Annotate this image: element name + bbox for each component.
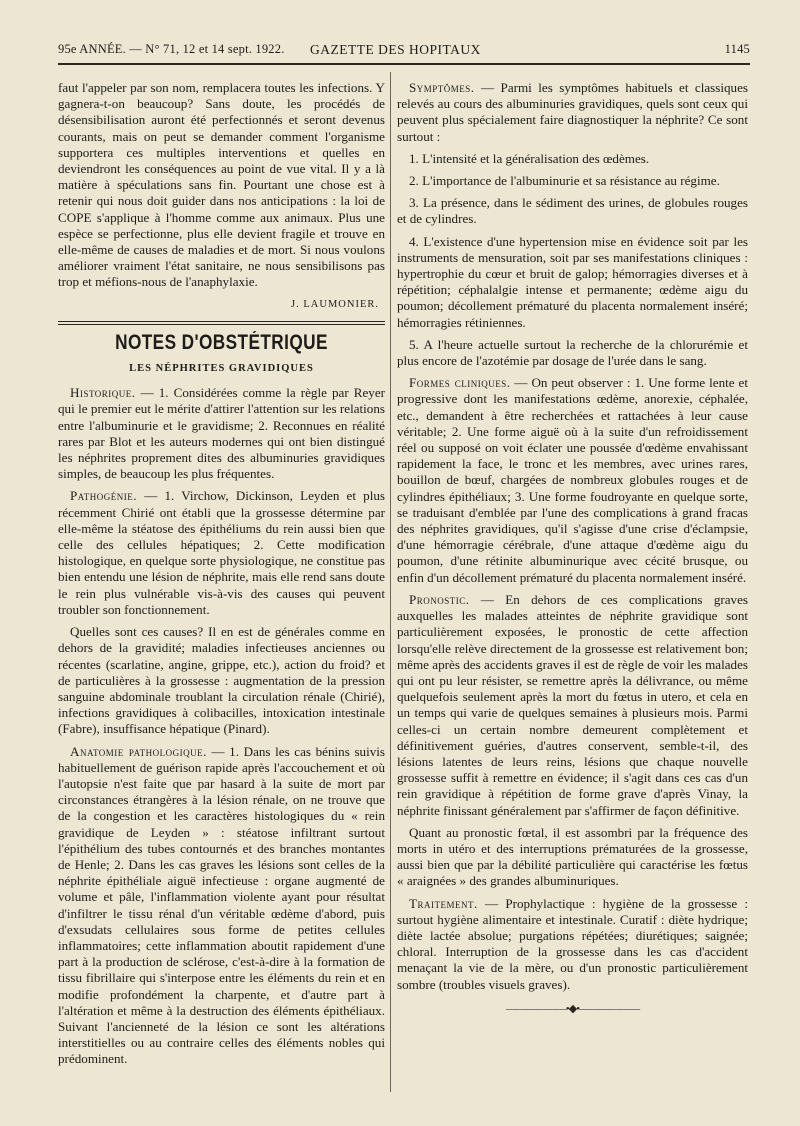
anatomie-label: Anatomie pathologique. (70, 743, 207, 759)
symptome-item: 4. L'existence d'une hypertension mise en évidence soit par les instruments de mensuration, soit par ses manifestations cliniques : hypertrophie du cœur et bruit de galop; hémorragies diverses et à répétition; céphalalgie intense et permanente; œdème aigu du poumon; décollement prématuré du placenta normalement inséré; hémorragies rétiniennes. (397, 233, 748, 330)
historique-label: Historique. (70, 385, 136, 401)
pronostic-text: — En dehors de ces complications graves auxquelles les malades atteintes de néphrite gravidique sont particulièrement exposées, le pronostic de cette affection lorsqu'elle relève directement de la grossesse est relativement bon; même après des accidents graves il est de règle de voir les malades qui ont pu leur résister, se remettre après la délivrance, ou même quelquefois seulement après la mort du fœtus in utero, et cela en un temps qui varie de quelques semaines à plusieurs mois. Parmi celles-ci un certain nombre demeurent complètement et définitivement guéries, d'autres conservent, semble-t-il, des lésions latentes de leurs reins, lésions que chaque nouvelle grossesse suffit à remettre en évidence; il s'agit dans ces cas d'un rein gravidique à répétition de forme grave d'après Vinay, la néphrite finissant généralement par s'affirmer de façon définitive. (397, 591, 748, 818)
section-rule (58, 321, 385, 325)
anatomie-paragraph (58, 744, 385, 1068)
traitement-text: — Prophylactique : hygiène de la grossesse : surtout hygiène alimentaire et intestinale. Curatif : diète hydrique; diète lactée absolue; purgations répétées; diurétiques; saignée; chloral. Interruption de la grossesse dans les cas d'accident menaçant la vie de la mère, ou d'un pronostic particulièrement sombre (troubles visuels graves). (397, 895, 748, 992)
symptome-item: 1. L'intensité et la généralisation des œdèmes. (409, 150, 650, 166)
left-column (58, 80, 385, 1074)
journal-title: GAZETTE DES HOPITAUX (310, 42, 481, 57)
historique-text: — 1. Considérées comme la règle par Reyer qui le premier eut le mérite d'attirer l'attention sur les relations entre l'albuminurie et le gravidisme; 2. Reconnues en réalité rares par Blot et les auteurs modernes qui ont bien distingué les néphrites proprement dites des albuminuries gravidiques simples, de beaucoup les plus fréquentes. (58, 385, 385, 482)
end-ornament: ——————•◆•—————— (505, 1002, 640, 1015)
section-title: NOTES D'OBSTÉTRIQUE (115, 330, 328, 354)
pronostic-label: Pronostic. (409, 591, 470, 607)
symptomes-paragraph (397, 80, 748, 145)
historique-paragraph (58, 385, 385, 482)
causes-paragraph: Quelles sont ces causes? Il en est de générales comme en dehors de la gravidité; maladies infectieuses anciennes ou récentes (scarlatine, angine, grippe, etc.), action du froid? et de particulières à la grossesse : augmentation de la pression sanguine abdominale troublant la circulation rénale (Chirié), infections gravidiques à colibacilles, intoxication intestinale (Fabre), insuffisance hépatique (Pinard). (58, 624, 385, 737)
issue-info: 95e ANNÉE. — N° 71, 12 et 14 sept. 1922. (58, 42, 285, 56)
right-column (397, 80, 748, 1017)
traitement-label: Traitement. (409, 895, 478, 911)
page-number: 1145 (724, 42, 750, 56)
pathogenie-label: Pathogénie. (70, 488, 138, 504)
page-header (58, 42, 750, 64)
author-signature: J. LAUMONIER. (291, 298, 379, 310)
pathogenie-text: — 1. Virchow, Dickinson, Leyden et plus récemment Chirié ont établi que la grossesse détermine par elle-même la stéatose des épithéliums du rein aussi bien que celle des cellules hépatiques; 2. Cette modification histologique, en quelque sorte physiologique, ne constitue pas bien entendu une lésion de néphrite, mais elle rend sans doute le rein plus vulnérable vis-à-vis des causes qui peuvent troubler son fonctionnement. (58, 488, 385, 617)
anatomie-text: — 1. Dans les cas bénins suivis habituellement de guérison rapide après l'accouchement et où l'autopsie n'est faite que par hasard à la suite de mort par circonstances étrangères à la lésion rénale, on ne trouve que de la congestion et les caractères histologiques du « rein gravidique de Leyden » : stéatose infiltrant surtout l'épithélium des tubes contournés et des branches montantes de Henle; 2. Dans les cas graves les lésions sont celles de la néphrite épithéliale aiguë infectieuse : organe augmenté de volume et pâle, l'inflammation violente ayant pour résultat d'infiltrer le tissu rénal d'un véritable œdème d'abord, puis d'exsudats cellulaires sous forme de petites cellules inflammatoires; cette inflammation aboutit rapidement d'une part à la production de sclérose, c'est-à-dire à la formation de tissu fibrillaire qui s'interpose entre les éléments du rein et en modifie profondément la charpente, et d'autre part à l'altération et même à la destruction des éléments épithéliaux. Suivant l'ancienneté de la lésion ce sont les altérations interstitielles ou au contraire celles des éléments nobles qui prédominent. (58, 743, 386, 1067)
symptome-item: 2. L'importance de l'albuminurie et sa résistance au régime. (409, 173, 720, 189)
formes-paragraph (397, 375, 748, 586)
symptome-item: 3. La présence, dans le sédiment des urines, de globules rouges et de cylindres. (397, 195, 748, 227)
symptomes-label: Symptômes. (409, 80, 475, 95)
column-divider (390, 72, 391, 1092)
traitement-paragraph (397, 896, 748, 993)
article-subheading: LES NÉPHRITES GRAVIDIQUES (129, 363, 314, 375)
formes-text: — On peut observer : 1. Une forme lente et progressive dont les manifestations œdème, anorexie, céphalée, etc., demandent à être recherchées et rattachées à leur cause véritable; 2. Une forme aiguë où à la suite d'un refroidissement réel ou supposé on voit éclater une poussée d'œdème envahissant rapidement la face, le tronc et les membres, avec urines rares, bouillon de bœuf, chargées de nombreux globules rouges et de cylindres épithéliaux; 3. Une forme foudroyante en quelque sorte, se traduisant d'emblée par l'une des complications à grand fracas des néphrites gravidiques, qu'il s'agisse d'une crise d'éclampsie, d'une hémorragie cérébrale, d'une attaque d'œdème aigu du poumon, d'une rétinite albuminurique avec cécité brusque, ou enfin d'un décollement prématuré du placenta normalement inséré. (397, 375, 748, 585)
formes-label: Formes cliniques. (409, 375, 511, 391)
pronostic-paragraph (397, 592, 748, 819)
symptomes-text: — Parmi les symptômes habituels et classiques relevés au cours des albuminuries gravidiques, quels sont ceux qui peuvent plus spécialement faire diagnostiquer la néphrite? Ce sont surtout : (397, 80, 748, 144)
pathogenie-paragraph (58, 488, 385, 618)
header-rule (58, 63, 750, 65)
foetal-paragraph: Quant au pronostic fœtal, il est assombri par la fréquence des morts in utéro et des interruptions prématurées de la grossesse, aussi bien que par la débilité particulière qui caractérise les fœtus « araignées » des grandes albuminuriques. (397, 824, 748, 889)
symptome-item: 5. A l'heure actuelle surtout la recherche de la chlorurémie et plus encore de l'azotémie par dosage de l'urée dans le sang. (397, 336, 748, 369)
intro-paragraph: faut l'appeler par son nom, remplacera toutes les infections. Y gagnera-t-on beaucoup? Sans doute, les procédés de désensibilisation auront été perfectionnés et seront devenus courants, mais on peut se demander comment l'organisme supportera ces multiples interventions et quelles en deviendront les conséquences au point de vue vital. Il y a là matière à spéculations sans fin. Pourtant une chose est à retenir qui nous doit guider dans nos anticipations : la loi de COPE s'applique à l'homme comme aux animaux. Plus une espèce se perfectionne, plus elle devient fragile et trouve en elle-même de causes de maladies et de mort. Si nous voulons améliorer vraiment l'état sanitaire, ne nous sensibilisons pas trop et méfions-nous de l'anaphylaxie. (58, 80, 385, 290)
